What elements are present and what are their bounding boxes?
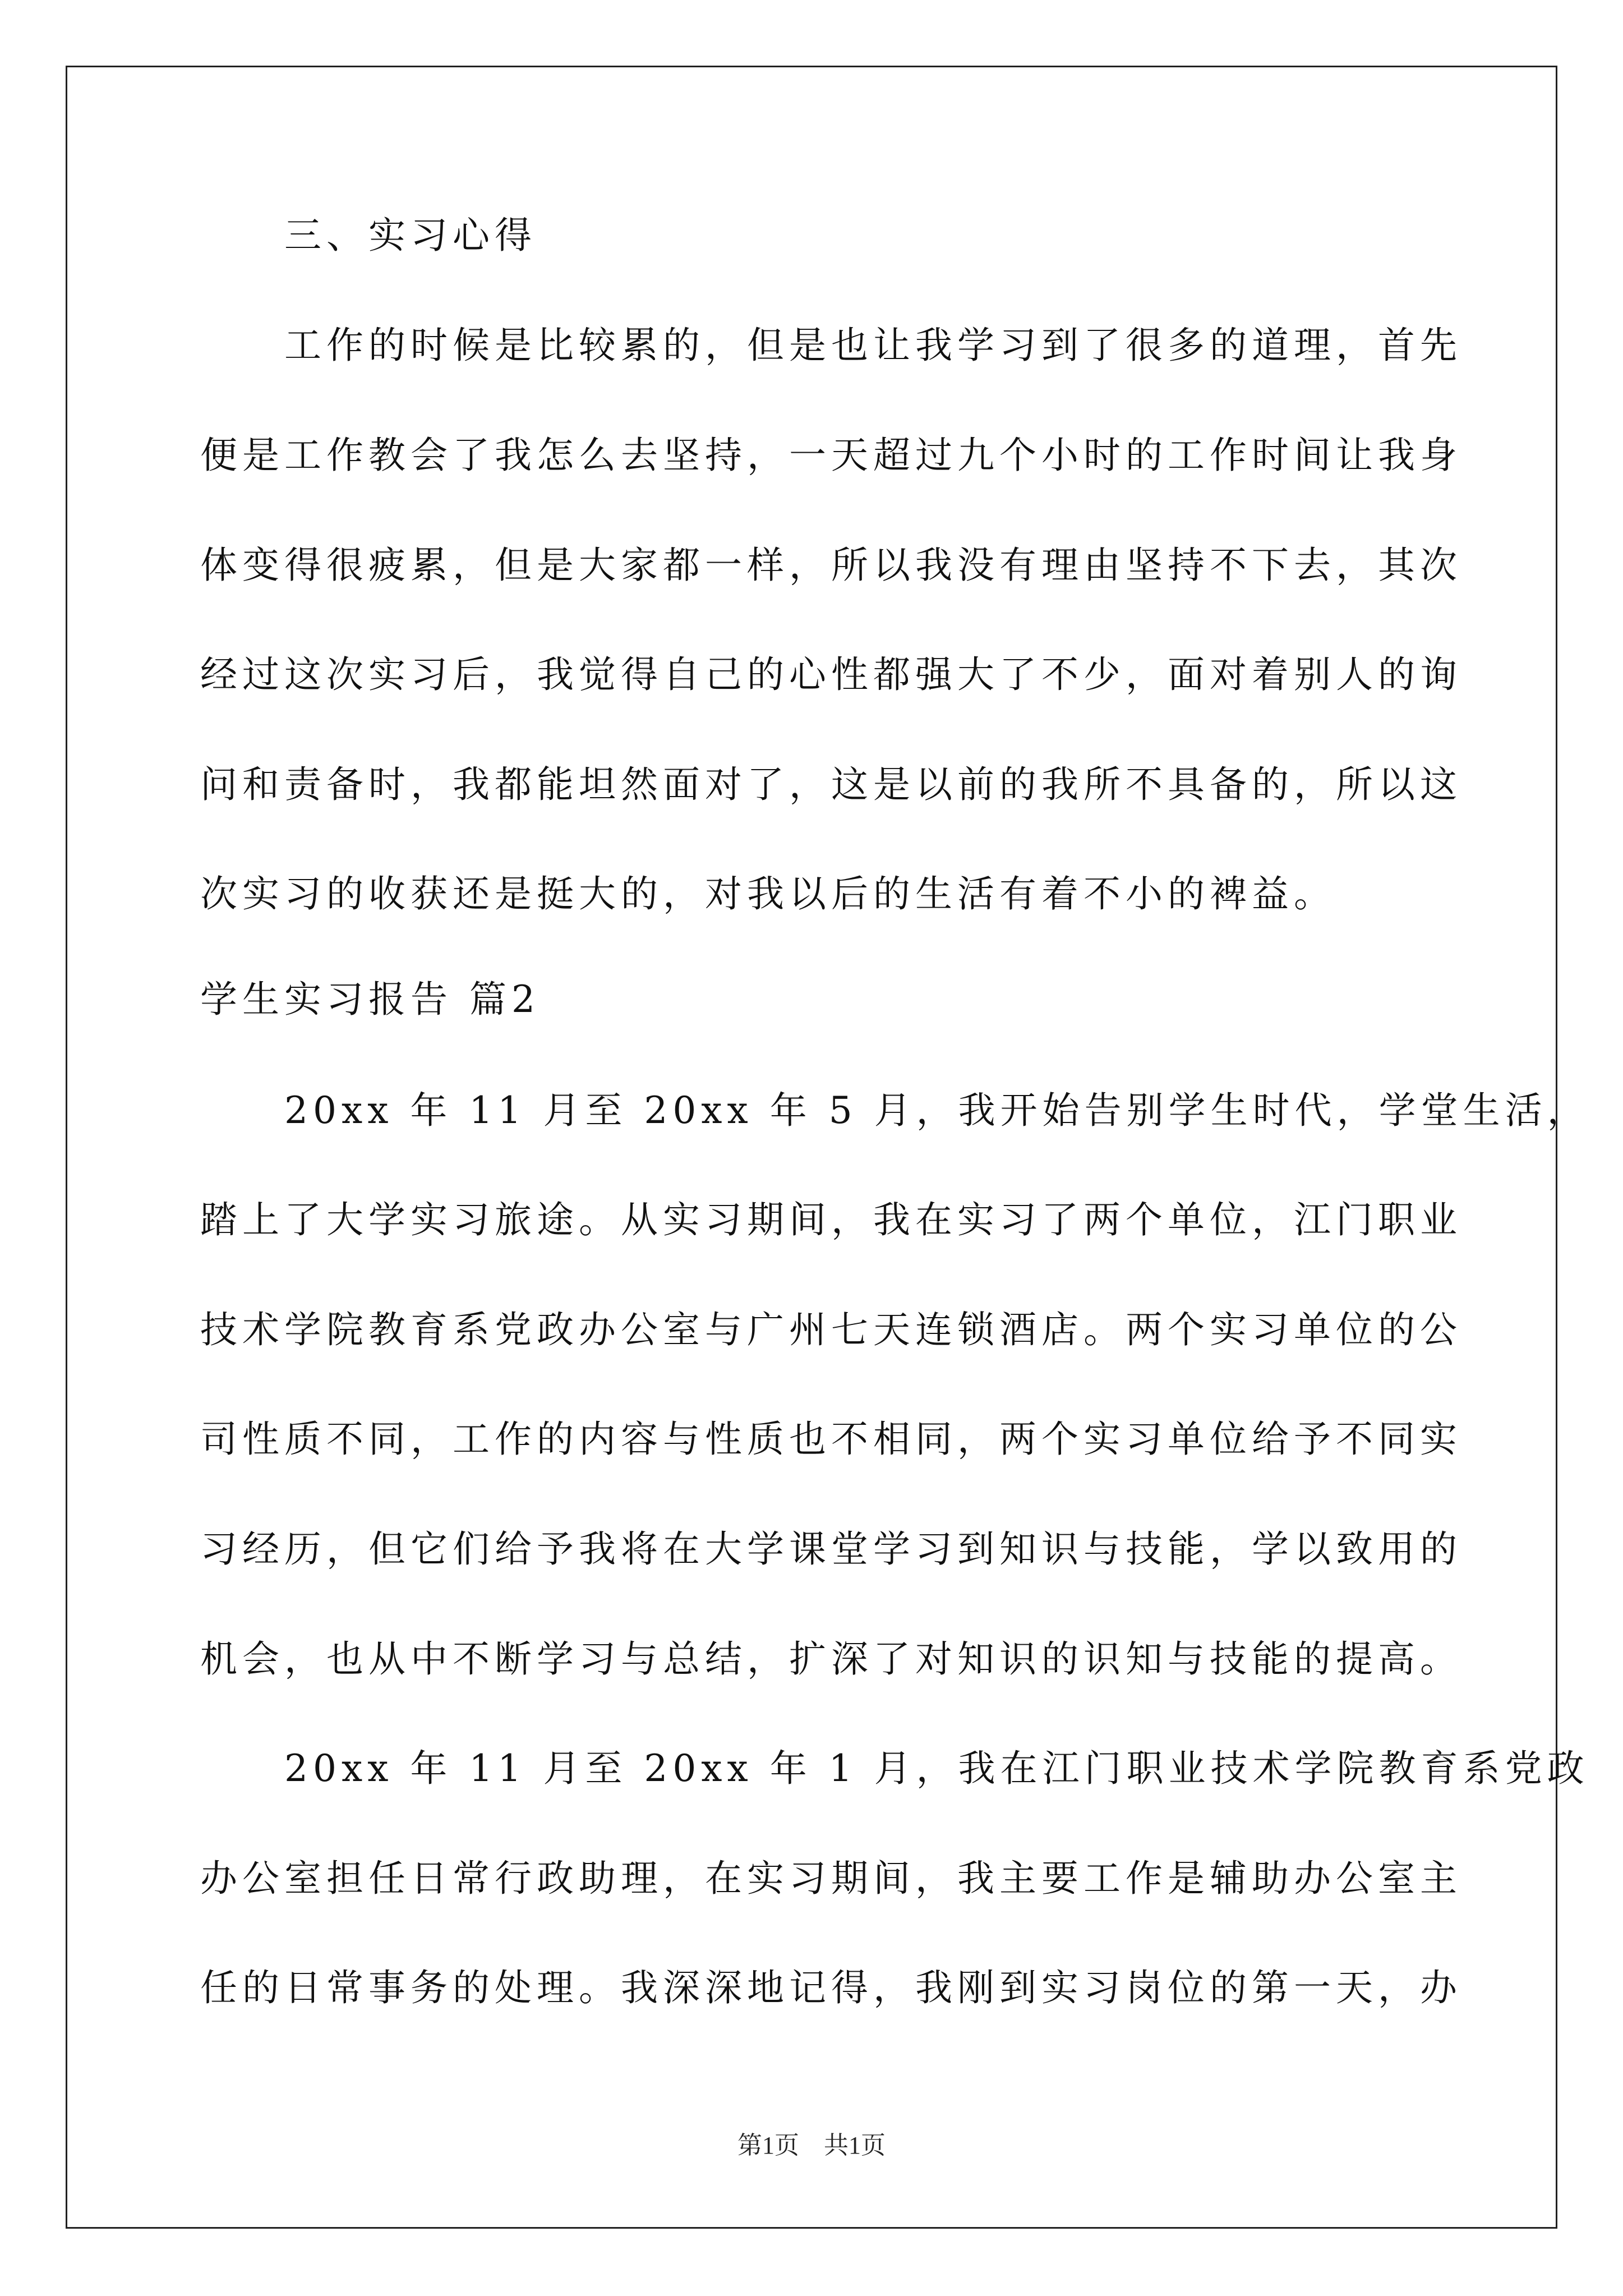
paragraph-line: 便是工作教会了我怎么去坚持，一天超过九个小时的工作时间让我身: [200, 434, 1462, 477]
paragraph-line: 习经历，但它们给予我将在大学课堂学习到知识与技能，学以致用的: [200, 1527, 1462, 1571]
paragraph-line: 问和责备时，我都能坦然面对了，这是以前的我所不具备的，所以这: [200, 763, 1462, 806]
paragraph-line: 机会，也从中不断学习与总结，扩深了对知识的识知与技能的提高。: [200, 1637, 1462, 1681]
paragraph-line: 次实习的收获还是挺大的，对我以后的生活有着不小的裨益。: [200, 872, 1336, 915]
paragraph-line: 20xx 年 11 月至 20xx 年 5 月，我开始告别学生时代，学堂生活，: [284, 1089, 1589, 1132]
page-border: [66, 66, 1557, 2229]
paragraph-line: 20xx 年 11 月至 20xx 年 1 月，我在江门职业技术学院教育系党政: [284, 1747, 1589, 1790]
paragraph-line: 踏上了大学实习旅途。从实习期间，我在实习了两个单位，江门职业: [200, 1198, 1462, 1241]
paragraph-line: 司性质不同，工作的内容与性质也不相同，两个实习单位给予不同实: [200, 1418, 1462, 1461]
page-footer: 第1页 共1页: [737, 2132, 886, 2159]
paragraph-line: 体变得很疲累，但是大家都一样，所以我没有理由坚持不下去，其次: [200, 544, 1462, 587]
paragraph-line: 技术学院教育系党政办公室与广州七天连锁酒店。两个实习单位的公: [200, 1308, 1462, 1351]
article-title: 学生实习报告 篇2: [200, 978, 540, 1021]
paragraph-line: 任的日常事务的处理。我深深地记得，我刚到实习岗位的第一天，办: [200, 1966, 1462, 2009]
paragraph-line: 经过这次实习后，我觉得自己的心性都强大了不少，面对着别人的询: [200, 653, 1462, 696]
paragraph-line: 办公室担任日常行政助理，在实习期间，我主要工作是辅助办公室主: [200, 1857, 1462, 1900]
paragraph-line: 工作的时候是比较累的，但是也让我学习到了很多的道理，首先: [284, 324, 1462, 367]
section-heading: 三、实习心得: [284, 214, 537, 257]
